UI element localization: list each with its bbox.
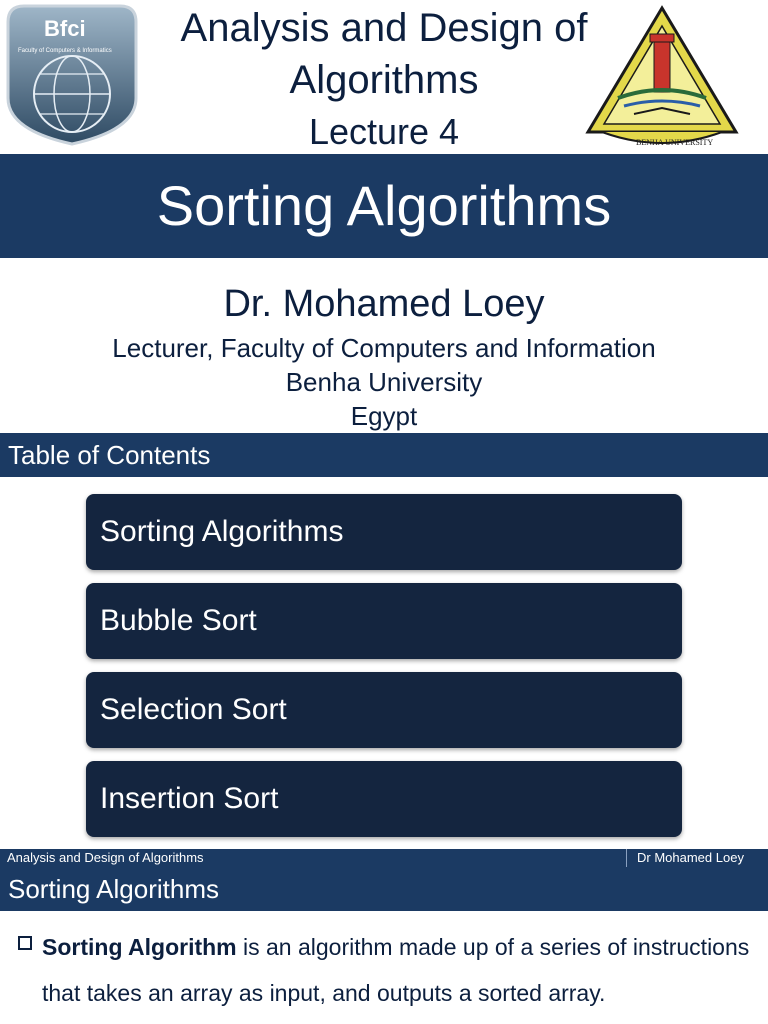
toc-item-insertion-sort[interactable]: [86, 761, 682, 837]
bullet-term: Sorting Algorithm: [42, 934, 237, 960]
toc-item-bubble-sort[interactable]: [86, 583, 682, 659]
affiliation-role: Lecturer: [112, 333, 207, 363]
square-bullet-icon: [18, 936, 32, 950]
bullet-definition: is an algorithm made up of a series of instructions that takes an array as input, and outputs a sorted array.: [42, 934, 750, 1006]
banner-title: Sorting Algorithms: [156, 174, 612, 237]
toc-item-selection-sort[interactable]: [86, 672, 682, 748]
toc-title: Table of Contents: [8, 440, 211, 470]
definition-bullet: [42, 924, 758, 1016]
author-affiliation: [0, 332, 768, 364]
benha-logo-text: BENHA UNIVERSITY: [636, 138, 714, 147]
affiliation-faculty: , Faculty of Computers and Information: [206, 333, 656, 363]
author-name: Dr. Mohamed Loey: [223, 283, 545, 325]
toc-item-label: Bubble Sort: [100, 604, 257, 637]
lecture-title-line2: Algorithms: [289, 58, 479, 102]
footer-author: Dr Mohamed Loey: [626, 849, 768, 867]
lecture-number: Lecture 4: [308, 111, 460, 152]
fci-logo-text: Bfci: [44, 16, 86, 41]
toc-item-label: Sorting Algorithms: [100, 515, 344, 548]
fci-logo: [4, 2, 140, 146]
toc-item-label: Insertion Sort: [100, 782, 279, 815]
affiliation-university: Benha University: [285, 367, 483, 397]
footer-course-name: Analysis and Design of Algorithms: [7, 850, 204, 865]
toc-item-label: Selection Sort: [100, 693, 287, 726]
lecture-title-line1: Analysis and Design of: [180, 6, 588, 50]
content-slide-title: Sorting Algorithms: [8, 874, 219, 904]
affiliation-country: Egypt: [350, 401, 418, 431]
fci-logo-subtext: Faculty of Computers & Informatics: [18, 48, 112, 54]
toc-item-sorting-algorithms[interactable]: [86, 494, 682, 570]
